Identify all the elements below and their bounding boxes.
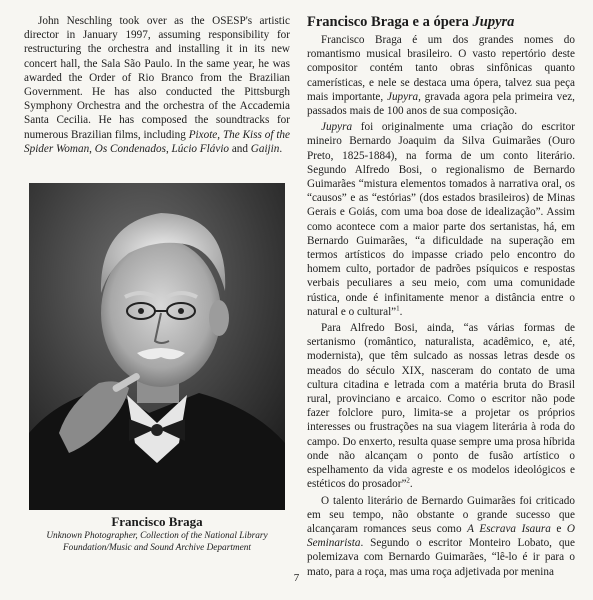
text-run: O talento literário de Bernardo Guimarães foi criticado em seu tempo, não obstante o grande sucesso que alcançaram romances seus como [307, 494, 575, 535]
article-title-italic: Jupyra [472, 14, 515, 30]
text-run: , [89, 142, 95, 155]
italic-run: Lúcio Flávio [171, 142, 230, 155]
text-run: , gravada agora pela primeira vez, passados mais de 100 anos de sua composição. [307, 90, 575, 118]
text-run: foi originalmente uma criação do escritor mineiro Bernardo Joaquim da Silva Guimarães (Ouro Preto, 1825-1884), na forma de um conto literário. Segundo Alfredo Bosi, o regionalismo de Bernardo Guimarães “mistura elementos tomados à narrativa oral, os “causos” e as “estórias” (dos estados brasileiros) de Minas Gerais e Goiás, com uma boa dose de idealização”. Assim como acontece com a maior parte dos sertanistas, há, em Bernardo Guimarães, “a dificuldade na superação em termos artísticos do impasse criado pelo encontro do homem culto, portador de padrões psíquicos e respostas verbais peculiares a seu meio, com uma comunidade rústica, onde é infinitamente menor a distância entre o natural e o cultural” [307, 121, 575, 318]
bio-paragraph [24, 14, 290, 156]
article-paragraph [307, 33, 575, 118]
photo-credit-line-2: Foundation/Music and Sound Archive Department [63, 542, 251, 553]
text-run: Para Alfredo Bosi, ainda, “as várias formas de sertanismo (romântico, naturalista, acadêmico, e, até, modernista), que têm sulcado as nossas letras desde os meados do século XIX, nasceram do contato de uma cultura citadina e letrada com a matéria bruta do Brasil rural, provinciano e arcaico. Como o escritor não pode fazer folclore puro, limita-se a projetar os próprios interesses ou frustrações na sua viagem literária à roda do campo. Do enxerto, resulta quase sempre uma prosa híbrida onde não alcançam o ponto de fusão artístico o espelhamento da vida agreste e os modelos ideológicos e estéticos do prosador” [307, 322, 575, 491]
article-body [307, 33, 575, 579]
italic-run: O Seminarista [307, 522, 575, 550]
text-run: , [165, 142, 172, 155]
right-column [307, 14, 575, 579]
photo-caption-title: Francisco Braga [111, 514, 203, 529]
text-run: Francisco Braga é um dos grandes nomes do romantismo musical brasileiro. O vasto repertório deste compositor contém tanto obras sinfônicas quanto camerísticas, e nele se destaca uma ópera, talvez sua peça mais importante, [307, 34, 575, 103]
italic-run: Jupyra [321, 121, 353, 134]
article-paragraph [307, 321, 575, 491]
footnote-marker: 2 [406, 476, 410, 485]
italic-run: Jupyra [387, 90, 419, 103]
photo-caption-credit [24, 531, 290, 554]
text-run: . Segundo o escritor Monteiro Lobato, que polemizava com Bernardo Guimarães, “lê-lo é ir para o mato, para a roça, mas uma roça adjetivada por menina [307, 537, 575, 578]
page-number: 7 [293, 572, 300, 584]
italic-run: Os Condenados [94, 142, 166, 155]
footnote-marker: 1 [396, 304, 400, 313]
text-run: John Neschling took over as the OSESP's artistic director in January 1997, assuming responsibility for restructuring the orchestra and installing it in its new concert hall, the Sala São Paulo. In the same year, he was awarded the Order of Rio Branco from the Brazilian Government. He has also conducted the Pittsburgh Symphony Orchestra and the orchestra of the Accademia Santa Cecilia. He has composed the soundtracks for numerous Brazilian films, including [24, 15, 290, 141]
article-title-text: Francisco Braga e a ópera [307, 14, 473, 30]
article-title [307, 14, 575, 31]
photo-credit-line-1: Unknown Photographer, Collection of the National Library [46, 531, 268, 541]
article-paragraph [307, 120, 575, 319]
article-paragraph [307, 494, 575, 579]
italic-run: Gaijin [250, 142, 280, 155]
portrait-illustration [29, 183, 285, 510]
left-column [24, 14, 290, 156]
italic-run: The Kiss of the Spider Woman [24, 128, 290, 155]
portrait-photo [29, 183, 285, 510]
italic-run: A Escrava Isaura [467, 522, 551, 535]
italic-run: Pixote [188, 128, 218, 141]
text-run: . [409, 478, 413, 491]
text-run: . [279, 142, 283, 155]
text-run: and [229, 142, 251, 155]
text-run: , [217, 128, 223, 141]
text-run: e [550, 522, 567, 535]
text-run: . [399, 305, 403, 318]
